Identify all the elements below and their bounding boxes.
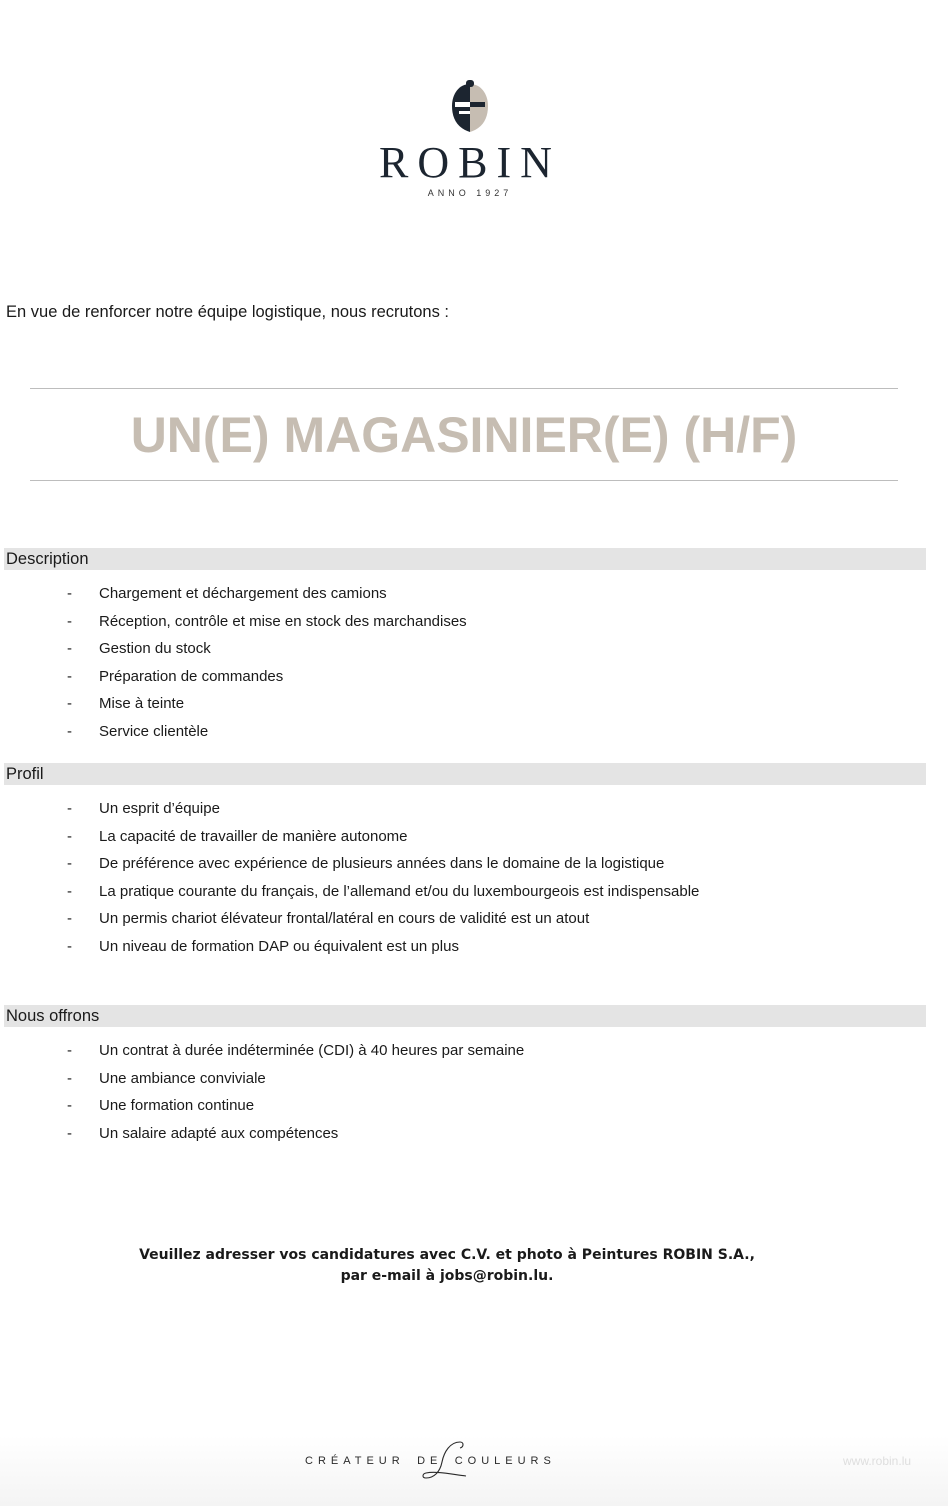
section-header-profil — [4, 763, 926, 785]
offer-list — [0, 1042, 948, 1152]
application-line-2: par e-mail à jobs@robin.lu. — [340, 1268, 554, 1284]
bullet-dash: - — [67, 800, 72, 817]
list-item — [0, 723, 948, 751]
job-title: UN(E) MAGASINIER(E) (H/F) — [130, 407, 798, 463]
list-item-text: Mise à teinte — [99, 695, 185, 712]
title-rule-bottom — [30, 480, 898, 481]
list-item-text: Réception, contrôle et mise en stock des marchandises — [99, 612, 467, 630]
list-item-text: Chargement et déchargement des camions — [99, 585, 387, 602]
profil-list — [0, 800, 948, 965]
list-item-text: La capacité de travailler de manière autonome — [99, 827, 408, 845]
list-item-text: Préparation de commandes — [99, 667, 284, 685]
bullet-dash: - — [67, 882, 72, 900]
bullet-dash: - — [67, 722, 72, 740]
intro-text: En vue de renforcer notre équipe logistique, nous recrutons : — [6, 303, 450, 321]
list-item — [0, 883, 948, 911]
list-item-text: Une ambiance conviviale — [99, 1069, 266, 1087]
bullet-dash: - — [67, 640, 72, 657]
list-item — [0, 800, 948, 828]
list-item — [0, 1070, 948, 1098]
list-item — [0, 910, 948, 938]
list-item-text: Un salaire adapté aux compétences — [99, 1124, 339, 1142]
list-item-text: Un niveau de formation DAP ou équivalent est un plus — [99, 937, 459, 955]
list-item — [0, 855, 948, 883]
bullet-dash: - — [67, 585, 72, 602]
list-item — [0, 668, 948, 696]
tagline-mid: DE — [417, 1455, 443, 1467]
logo-anno: ANNO 1927 — [427, 188, 513, 198]
list-item — [0, 1042, 948, 1070]
list-item-text: Un contrat à durée indéterminée (CDI) à 40 heures par semaine — [99, 1042, 525, 1059]
list-item-text: Gestion du stock — [99, 640, 211, 657]
bullet-dash: - — [67, 1097, 72, 1114]
section-header-description — [4, 548, 926, 570]
bullet-dash: - — [67, 937, 72, 955]
description-list — [0, 585, 948, 750]
bullet-dash: - — [67, 855, 72, 872]
footer-tagline — [305, 1455, 556, 1467]
list-item-text: Service clientèle — [99, 722, 209, 740]
list-item-text: Un permis chariot élévateur frontal/latéral en cours de validité est un atout — [99, 910, 590, 927]
website-link[interactable]: www.robin.lu — [843, 1454, 912, 1468]
bullet-dash: - — [67, 910, 72, 927]
section-header-nous-offrons — [4, 1005, 926, 1027]
list-item — [0, 640, 948, 668]
bullet-dash: - — [67, 1042, 72, 1059]
section-label: Profil — [6, 765, 44, 783]
application-line-1: Veuillez adresser vos candidatures avec C.V. et photo à Peintures ROBIN S.A., — [139, 1247, 755, 1263]
list-item — [0, 695, 948, 723]
list-item-text: De préférence avec expérience de plusieurs années dans le domaine de la logistique — [99, 855, 665, 872]
tagline-left: CRÉATEUR — [305, 1455, 405, 1467]
knight-helmet-icon — [445, 80, 495, 136]
bullet-dash: - — [67, 1124, 72, 1142]
tagline-right: COULEURS — [454, 1455, 556, 1467]
title-rule-top — [30, 388, 898, 389]
list-item — [0, 585, 948, 613]
list-item — [0, 1097, 948, 1125]
bullet-dash: - — [67, 1069, 72, 1087]
section-label: Description — [6, 550, 89, 568]
bullet-dash: - — [67, 612, 72, 630]
list-item — [0, 938, 948, 966]
list-item — [0, 613, 948, 641]
bullet-dash: - — [67, 667, 72, 685]
list-item — [0, 828, 948, 856]
application-note — [0, 1245, 894, 1287]
list-item-text: Un esprit d’équipe — [99, 800, 220, 817]
list-item-text: Une formation continue — [99, 1097, 255, 1114]
logo-wordmark: ROBIN — [379, 138, 561, 187]
list-item — [0, 1125, 948, 1153]
bullet-dash: - — [67, 827, 72, 845]
bullet-dash: - — [67, 695, 72, 712]
company-logo — [340, 70, 600, 220]
list-item-text: La pratique courante du français, de l’allemand et/ou du luxembourgeois est indispensable — [99, 882, 700, 900]
footer — [0, 1436, 948, 1506]
section-label: Nous offrons — [6, 1007, 100, 1025]
